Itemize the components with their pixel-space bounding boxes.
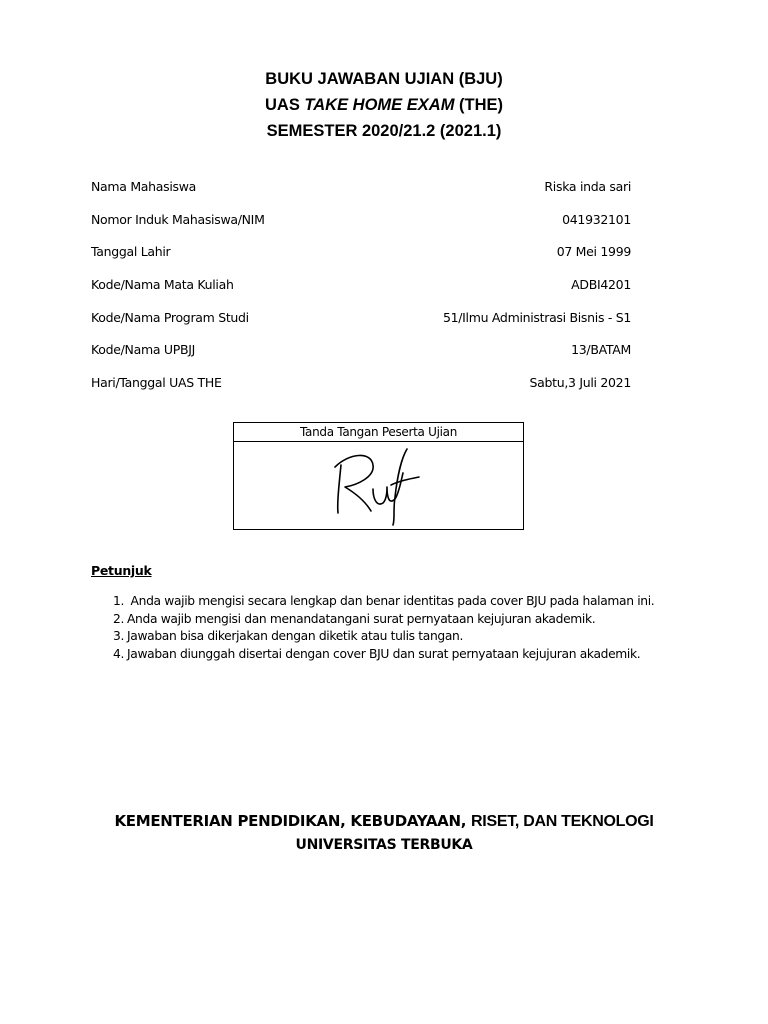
title-line-2: [0, 92, 768, 118]
identity-value: Riska inda sari: [544, 178, 631, 194]
list-item-text: Anda wajib mengisi dan menandatangani surat pernyataan kejujuran akademik.: [127, 611, 596, 626]
identity-row-tanggal-uas: [91, 366, 631, 399]
identity-row-nim: [91, 203, 631, 236]
identity-label: Nama Mahasiswa: [91, 178, 197, 194]
identity-label: Kode/Nama Mata Kuliah: [91, 276, 234, 292]
signature-heading: Tanda Tangan Peserta Ujian: [234, 423, 523, 442]
list-item-number: 3.: [113, 629, 125, 643]
identity-value: 041932101: [562, 211, 631, 227]
institution-footer: [0, 810, 768, 857]
title-line-3: SEMESTER 2020/21.2 (2021.1): [266, 122, 502, 140]
list-item-text: Jawaban bisa dikerjakan dengan diketik atau tulis tangan.: [127, 629, 464, 643]
title-line-2-prefix: UAS: [264, 96, 305, 114]
title-line-2-suffix: (THE): [454, 96, 504, 114]
signature-box: [233, 422, 524, 530]
identity-row-nama: [91, 170, 631, 203]
identity-row-program-studi: [91, 301, 631, 334]
ministry-name-part-3: , DAN TEKNOLOGI: [514, 813, 654, 830]
identity-table: [91, 170, 631, 399]
list-item: [113, 646, 673, 664]
identity-label: Kode/Nama UPBJJ: [91, 342, 196, 358]
instructions-list: [113, 593, 673, 663]
ministry-name-part-1: KEMENTERIAN PENDIDIKAN, KEBUDAYAAN,: [114, 812, 472, 830]
list-item-number: 1.: [113, 594, 125, 608]
identity-label: Kode/Nama Program Studi: [91, 309, 249, 325]
identity-label: Tanggal Lahir: [91, 244, 171, 260]
identity-label: Nomor Induk Mahasiswa/NIM: [91, 211, 265, 227]
identity-value: 13/BATAM: [571, 342, 631, 358]
identity-value: 07 Mei 1999: [556, 244, 631, 260]
list-item: [113, 611, 673, 629]
ministry-name-part-2: RISET: [471, 813, 515, 830]
title-line-1: BUKU JAWABAN UJIAN (BJU): [265, 70, 503, 88]
ministry-name: [0, 810, 768, 833]
title-line-2-italic: TAKE HOME EXAM: [304, 96, 455, 114]
list-item: [113, 593, 673, 611]
document-title: [0, 66, 768, 144]
university-name: UNIVERSITAS TERBUKA: [295, 837, 473, 853]
identity-value: 51/Ilmu Administrasi Bisnis - S1: [442, 309, 631, 325]
identity-value: ADBI4201: [571, 276, 631, 292]
identity-row-mata-kuliah: [91, 268, 631, 301]
identity-row-upbjj: [91, 333, 631, 366]
identity-value: Sabtu,3 Juli 2021: [529, 374, 631, 390]
list-item-number: 2.: [113, 611, 125, 626]
instructions-title: Petunjuk: [91, 563, 152, 578]
list-item-number: 4.: [113, 646, 125, 661]
identity-label: Hari/Tanggal UAS THE: [91, 374, 222, 390]
identity-row-tanggal-lahir: [91, 235, 631, 268]
list-item-text: Anda wajib mengisi secara lengkap dan benar identitas pada cover BJU pada halaman ini.: [127, 594, 655, 608]
list-item-text: Jawaban diunggah disertai dengan cover BJU dan surat pernyataan kejujuran akademik.: [127, 646, 641, 661]
list-item: [113, 628, 673, 646]
signature-image: [329, 445, 429, 527]
